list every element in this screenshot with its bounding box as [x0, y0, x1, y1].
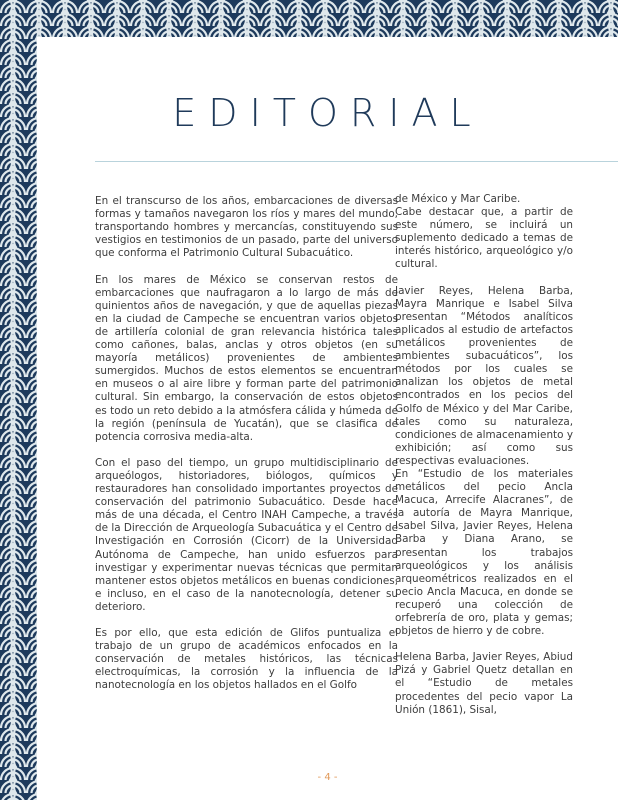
- paragraph: Es por ello, que esta edición de Glifos puntualiza el trabajo de un grupo de académicos enfocados en la conservación de metales históricos, las técnicas electroquímicas, la corrosión y la influencia de la nanotecnología en los objetos hallados en el Golfo: [95, 627, 398, 692]
- paragraph: En “Estudio de los materiales metálicos del pecio Ancla Macuca, Arrecife Alacranes”, de la autoría de Mayra Manrique, Isabel Silva, Javier Reyes, Helena Barba y Diana Arano, se presentan los trabajos arqueológicos y los análisis arqueométricos realizados en el pecio Ancla Macuca, en donde se recuperó una colección de orfebrería de oro, plata y gemas; objetos de hierro y de cobre.: [395, 467, 573, 638]
- text-column-left: [95, 195, 398, 706]
- page-sheet: [37, 37, 618, 800]
- paragraph: En el transcurso de los años, embarcaciones de diversas formas y tamaños navegaron los ríos y mares del mundo, transportando hombres y mercancías, constituyendo sus vestigios en testimonios de un pasado, parte del universo que conforma el Patrimonio Cultural Subacuático.: [95, 195, 398, 260]
- page-number: - 4 -: [317, 772, 338, 783]
- paragraph: de México y Mar Caribe.: [395, 193, 521, 205]
- paragraph: Helena Barba, Javier Reyes, Abiud Pizá y Gabriel Quetz detallan en el “Estudio de metales procedentes del pecio vapor La Unión (1861), Sisal,: [395, 651, 573, 716]
- page-title: EDITORIAL: [172, 91, 483, 135]
- paragraph: Cabe destacar que, a partir de este número, se incluirá un suplemento dedicado a temas de interés histórico, arqueológico y/o cultural.: [395, 206, 573, 271]
- paragraph: Con el paso del tiempo, un grupo multidisciplinario de arqueólogos, historiadores, biólogos, químicos y restauradores han consolidado importantes proyectos de conservación del patrimonio Subacuático. Desde hace más de una década, el Centro INAH Campeche, a través de la Dirección de Arqueología Subacuática y el Centro de Investigación en Corrosión (Cicorr) de la Universidad Autónoma de Campeche, han unido esfuerzos para investigar y experimentar nuevas técnicas que permitan mantener estos objetos metálicos en buenas condiciones, e incluso, en el caso de la nanotecnología, detener su deterioro.: [95, 456, 398, 613]
- paragraph: En los mares de México se conservan restos de embarcaciones que naufragaron a lo largo de más de quinientos años de navegación, y que de aquellas piezas en la ciudad de Campeche se encuentran varios objetos de artillería colonial de gran relevancia histórica tales como cañones, balas, anclas y otros objetos (en su mayoría metálicos) provenientes de ambientes sumergidos. Muchos de estos elementos se encuentran en museos o al aire libre y forman parte del patrimonio cultural. Sin embargo, la conservación de estos objetos es todo un reto debido a la atmósfera cálida y húmeda de la región (península de Yucatán), que se clasifica de potencia corrosiva media-alta.: [95, 273, 398, 443]
- text-column-right: [395, 193, 573, 730]
- paragraph: Javier Reyes, Helena Barba, Mayra Manrique e Isabel Silva presentan “Métodos analíticos aplicados al estudio de artefactos metálicos provenientes de ambientes subacuáticos”, los métodos por los cuales se analizan los objetos de metal encontrados en los pecios del Golfo de México y del Mar Caribe, tales como su naturaleza, condiciones de almacenamiento y exhibición; así como sus respectivas evaluaciones.: [395, 284, 573, 467]
- title-divider: [95, 161, 618, 162]
